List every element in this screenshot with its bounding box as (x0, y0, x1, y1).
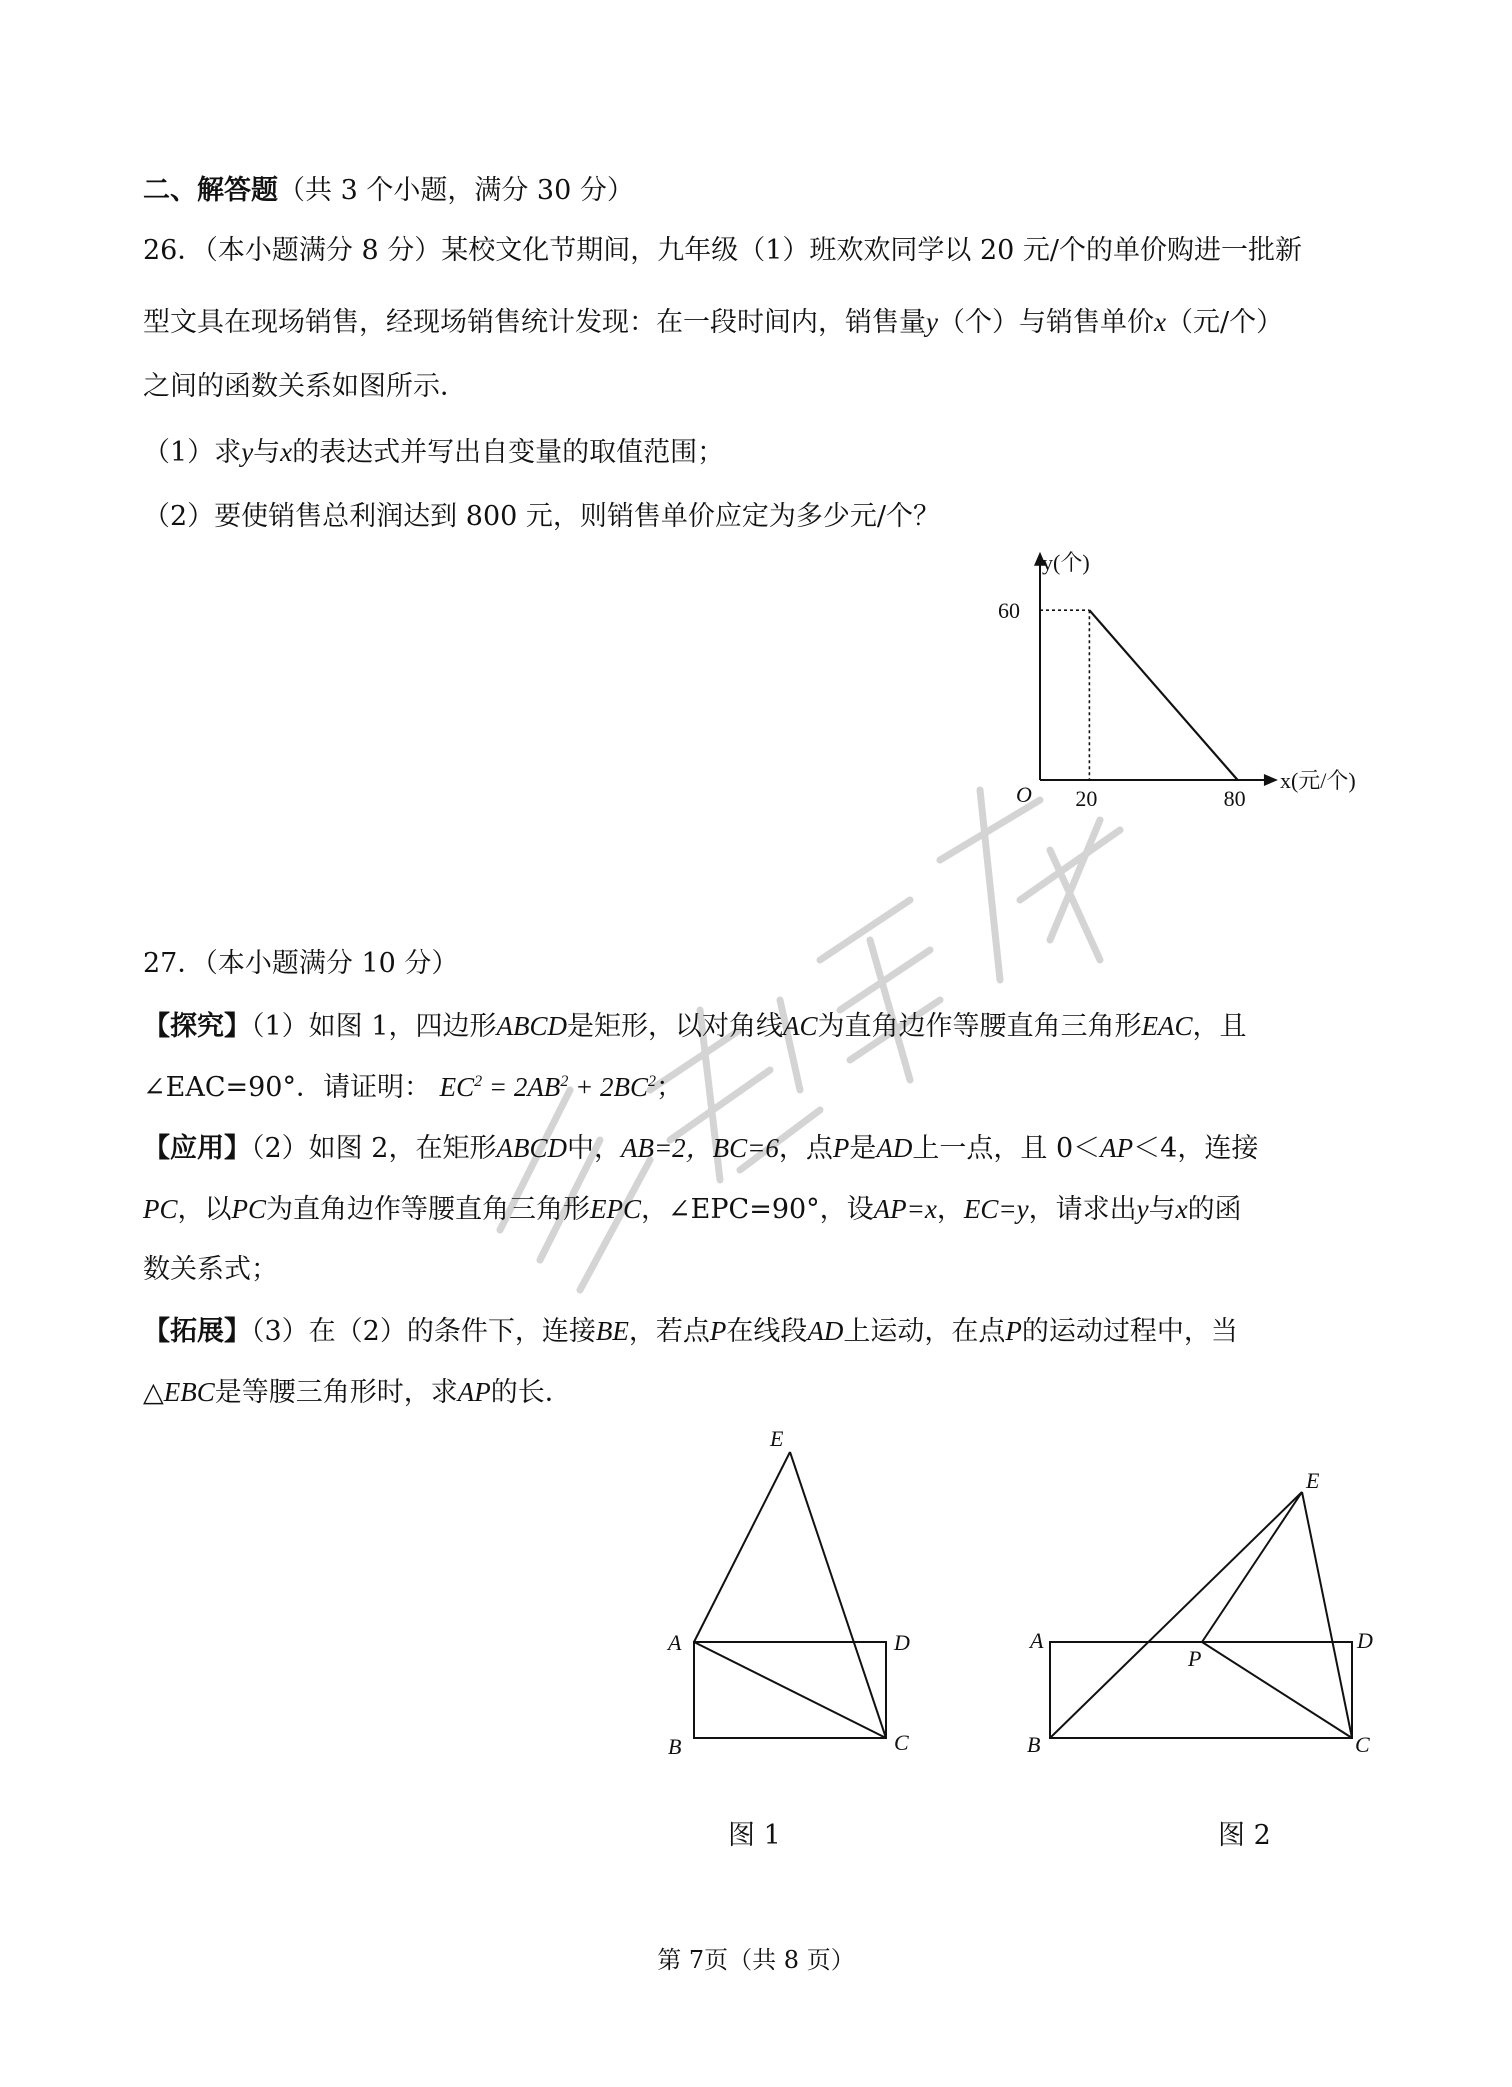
var-x: x (1153, 307, 1166, 337)
origin-label: O (1016, 782, 1032, 807)
section-title-text: 二、解答题 (143, 175, 278, 206)
label-abcd: ABCD (496, 1011, 567, 1041)
seg-ac (694, 1642, 886, 1738)
seg-be (1050, 1492, 1302, 1738)
q26-line1: 26．（本小题满分 8 分）某校文化节期间，九年级（1）班欢欢同学以 20 元/个的单价购进一批新 (143, 235, 1302, 266)
x-axis-arrow (1264, 774, 1278, 786)
figure-1-caption: 图 1 (728, 1820, 781, 1851)
q26-text: 与 (253, 437, 281, 468)
var-x: x (1175, 1194, 1188, 1224)
extend-tag: 【拓展】 (143, 1316, 251, 1347)
label-ap: AP (457, 1377, 491, 1407)
q26-line2 (143, 304, 1383, 341)
seg-ea (694, 1452, 790, 1642)
q27-text: 是 (849, 1133, 877, 1164)
x-tick-label: 20 (1075, 786, 1098, 811)
q26-line3: 之间的函数关系如图所示． (143, 371, 467, 402)
q27-explore-line1 (143, 1008, 1383, 1045)
q27-text: ，以 (177, 1194, 232, 1225)
seg-ec (790, 1452, 886, 1738)
q27-text: 的运动过程中，当 (1021, 1316, 1238, 1347)
label-c: C (894, 1730, 909, 1755)
x-axis-label: x(元/个) (1279, 768, 1356, 793)
angle-eac: ∠EAC=90°． (143, 1072, 323, 1103)
label-e: E (1306, 1468, 1320, 1493)
y-axis-label: y(个) (1042, 550, 1090, 575)
q27-text: 的长． (490, 1377, 572, 1408)
q27-text: ， (936, 1194, 964, 1225)
label-p: P (1188, 1646, 1202, 1671)
label-p: P (832, 1133, 850, 1163)
q27-text: 的函 (1187, 1194, 1242, 1225)
figure-1 (660, 1420, 940, 1760)
q27-extend-line1 (143, 1313, 1383, 1350)
label-e: E (770, 1426, 784, 1451)
q27-text: 与 (1148, 1194, 1176, 1225)
q27-apply-line2 (143, 1191, 1383, 1228)
q27-apply-line3: 数关系式； (143, 1254, 278, 1285)
label-pc: PC (231, 1194, 267, 1224)
label-be: BE (595, 1316, 629, 1346)
label-abcd: ABCD (496, 1133, 567, 1163)
seg-pc (1202, 1642, 1352, 1738)
section-title (143, 173, 1383, 209)
q27-text: ，点 (778, 1133, 833, 1164)
q26-text: 型文具在现场销售，经现场销售统计发现：在一段时间内，销售量 (143, 307, 926, 338)
label-p: P (709, 1316, 727, 1346)
q26-part2: （2）要使销售总利润达到 800 元，则销售单价应定为多少元/个？ (143, 501, 940, 532)
q27-apply-line1 (143, 1130, 1383, 1167)
figure-2-caption: 图 2 (1218, 1820, 1271, 1851)
explore-tag: 【探究】 (143, 1011, 251, 1042)
q26-part1 (143, 434, 1383, 471)
q27-text: ，且 (1192, 1011, 1247, 1042)
label-eac: EAC (1141, 1011, 1193, 1041)
condition-ab-bc: AB=2，BC=6 (620, 1133, 779, 1163)
q26-chart (990, 548, 1390, 818)
formula: $EC^2 = 2AB^2 + 2BC^2$ (439, 1072, 657, 1102)
label-ac: AC (782, 1011, 818, 1041)
q27-text: ，设 (819, 1194, 874, 1225)
q27-text: ； (656, 1072, 684, 1103)
q26-text: （1）求 (143, 437, 242, 468)
q27-text: 中， (566, 1133, 621, 1164)
page-footer: 第 7页（共 8 页） (657, 1946, 855, 1974)
q26-text: 的表达式并写出自变量的取值范围； (292, 437, 725, 468)
var-x: x (280, 437, 293, 467)
label-ad: AD (876, 1133, 913, 1163)
x-tick-label: 80 (1223, 786, 1246, 811)
q27-text: 是等腰三角形时，求 (214, 1377, 458, 1408)
section-note: （共 3 个小题，满分 30 分） (278, 175, 634, 206)
label-ad: AD (807, 1316, 844, 1346)
label-b: B (1027, 1732, 1041, 1757)
q27-text: ， (641, 1194, 669, 1225)
q27-text: 是矩形，以对角线 (566, 1011, 783, 1042)
q27-text: 请证明： (322, 1072, 431, 1103)
var-y: y (926, 307, 938, 337)
label-pc: PC (143, 1194, 178, 1224)
seg-ec (1302, 1492, 1352, 1738)
q27-text: （3）在（2）的条件下，连接 (251, 1316, 596, 1347)
label-tri-ebc: △EBC (143, 1377, 215, 1407)
q27-text: 上一点，且 0＜ (912, 1133, 1101, 1164)
series-line (1089, 610, 1237, 780)
label-ap: AP (1100, 1133, 1134, 1163)
q27-text: 上运动，在点 (843, 1316, 1006, 1347)
label-p: P (1005, 1316, 1022, 1346)
label-a: A (668, 1630, 682, 1655)
q27-text: 为直角边作等腰直角三角形 (817, 1011, 1142, 1042)
q27-text: （2）如图 2，在矩形 (251, 1133, 497, 1164)
apply-tag: 【应用】 (143, 1133, 251, 1164)
q27-text: ，请求出 (1028, 1194, 1137, 1225)
q27-text: ＜4，连接 (1133, 1133, 1259, 1164)
q27-extend-line2 (143, 1374, 1383, 1411)
q27-explore-line2 (143, 1069, 1383, 1106)
q27-head: 27．（本小题满分 10 分） (143, 948, 459, 979)
var-y: y (241, 437, 254, 467)
def-ec-y: EC=y (963, 1194, 1029, 1224)
label-d: D (1357, 1628, 1373, 1653)
label-a: A (1030, 1628, 1044, 1653)
var-y: y (1136, 1194, 1149, 1224)
q26-text: （个）与销售单价 (937, 307, 1154, 338)
label-b: B (668, 1734, 682, 1759)
q27-text: ，若点 (628, 1316, 710, 1347)
def-ap-x: AP=x (873, 1194, 937, 1224)
q27-text: 为直角边作等腰直角三角形 (266, 1194, 591, 1225)
q27-text: （1）如图 1，四边形 (251, 1011, 497, 1042)
angle-epc: ∠EPC=90° (668, 1194, 820, 1225)
y-tick-label: 60 (998, 598, 1020, 624)
figure-2 (1015, 1460, 1385, 1760)
label-d: D (894, 1630, 910, 1655)
label-c: C (1355, 1732, 1370, 1757)
q27-text: 在线段 (726, 1316, 808, 1347)
q26-text: （元/个） (1165, 307, 1284, 338)
seg-pe (1202, 1492, 1302, 1642)
label-epc: EPC (590, 1194, 642, 1224)
